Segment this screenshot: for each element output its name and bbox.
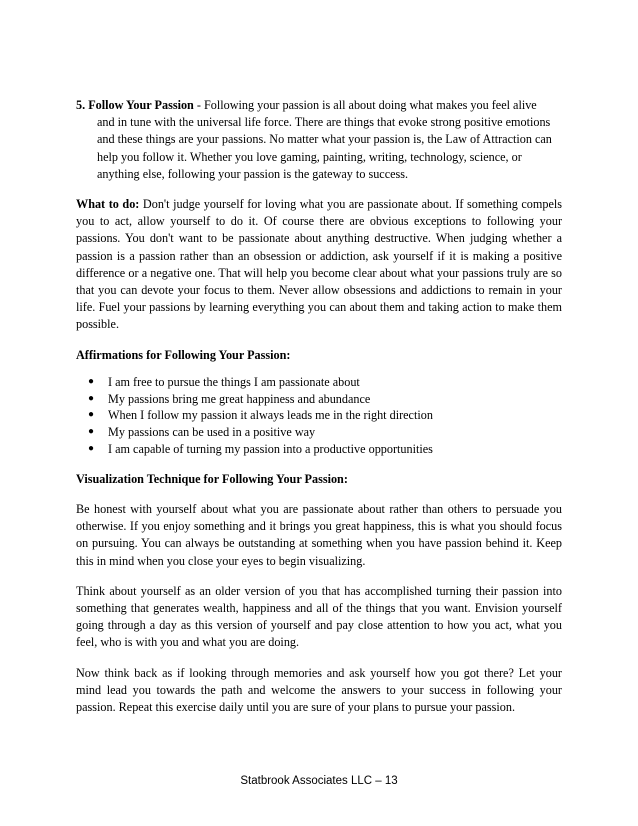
list-item	[88, 391, 562, 408]
visualization-heading: Visualization Technique for Following Your Passion:	[76, 471, 348, 486]
affirmation-text: My passions can be used in a positive way	[108, 425, 316, 440]
bullet-icon: ●	[88, 443, 95, 455]
affirmation-text: I am free to pursue the things I am passionate about	[108, 374, 360, 389]
what-to-do-text: Don't judge yourself for loving what you are passionate about. If something compels you to act, allow yourself to do it. Of course there are obvious exceptions to following your passions. You don't want to be passionate about anything destructive. When judging whether a passion is a passion rather than an obsession or addiction, ask yourself if it is making a positive difference or a negative one. That will help you become clear about what your passions truly are so that you can devote your focus to them. Never allow obsessions and addictions to remain in your life. Fuel your passions by learning everything you can about them and taking action to make them possible.	[76, 197, 563, 332]
visualization-paragraph-2: Think about yourself as an older version of you that has accomplished turning their passion into something that generates wealth, happiness and all of the things that you want. Envision yourself going through a day as this version of yourself and pay close attention to how you act, what you feel, who is with you and what you are doing.	[76, 583, 562, 650]
visualization-paragraph-3: Now think back as if looking through memories and ask yourself how you got there? Let your mind lead you towards the path and welcome the answers to your success in following your passion. Repeat this exercise daily until you are sure of your plans to pursue your passion.	[76, 665, 562, 715]
affirmation-text: I am capable of turning my passion into a productive opportunities	[108, 442, 433, 457]
visualization-paragraph-1: Be honest with yourself about what you are passionate about rather than others to persuade you otherwise. If you enjoy something and it brings you great happiness, this is what you should focus on pursuing. You can always be outstanding at something when you have passion behind it. Keep this in mind when you close your eyes to begin visualizing.	[76, 502, 562, 568]
what-to-do-paragraph	[76, 196, 562, 334]
affirmation-text: When I follow my passion it always leads me in the right direction	[108, 408, 433, 423]
bullet-icon: ●	[88, 392, 95, 404]
list-item	[88, 407, 562, 424]
document-page	[76, 97, 562, 716]
affirmation-text: My passions bring me great happiness and abundance	[108, 391, 371, 406]
section-5-intro-text: - Following your passion is all about doing what makes you feel alive	[193, 98, 537, 112]
what-to-do-label: What to do:	[76, 197, 140, 212]
section-5-intro	[76, 97, 562, 183]
page-footer: Statbrook Associates LLC – 13	[240, 775, 398, 787]
bullet-icon: ●	[88, 375, 95, 387]
bullet-icon: ●	[88, 409, 95, 421]
list-item	[88, 374, 562, 391]
list-item	[88, 441, 562, 458]
section-5-title: 5. Follow Your Passion	[76, 98, 194, 112]
bullet-icon: ●	[88, 426, 95, 438]
affirmations-list	[76, 374, 562, 458]
affirmations-heading: Affirmations for Following Your Passion:	[76, 347, 291, 362]
list-item	[88, 424, 562, 441]
section-5-continuation: and in tune with the universal life force. There are things that evoke strong positive emotions and these things are your passions. No matter what your passion is, the Law of Attraction can help you follow it. Whether you love gaming, painting, writing, technology, science, or anything else, following your passion is the gateway to success.	[97, 115, 552, 181]
